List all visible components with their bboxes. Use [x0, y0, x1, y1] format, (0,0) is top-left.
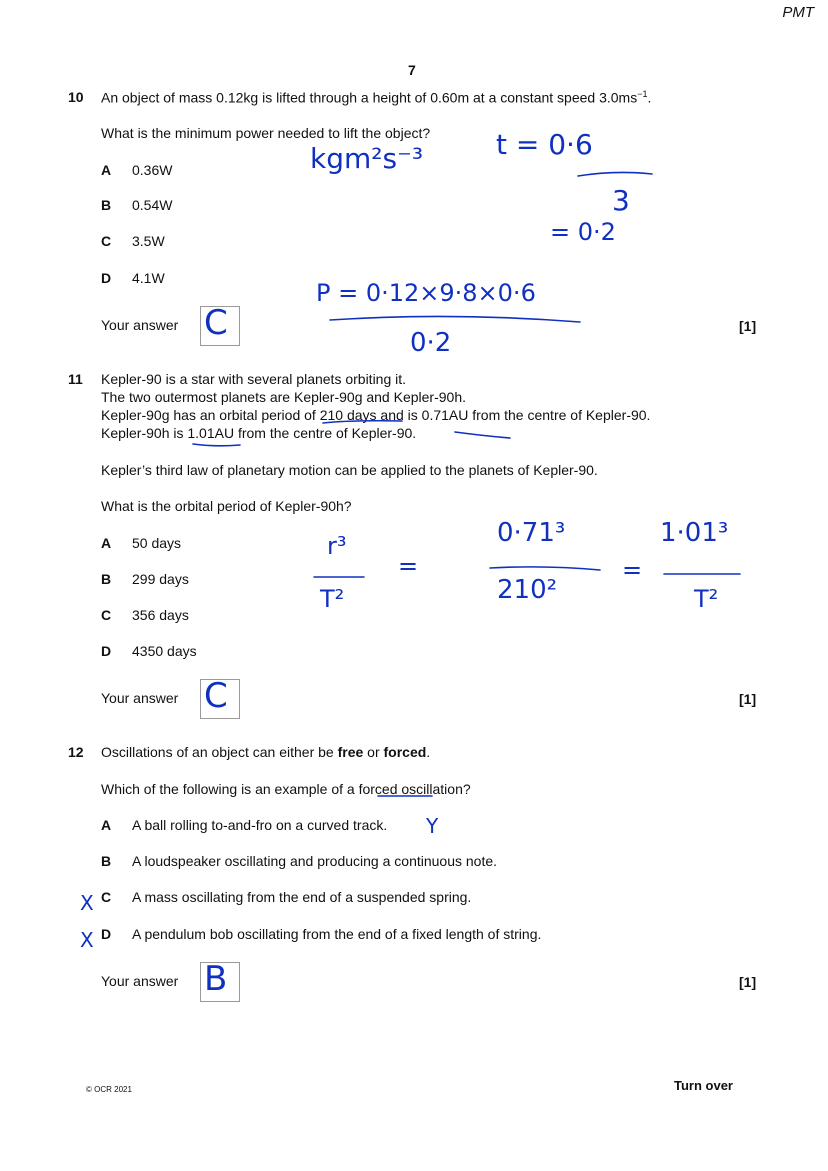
q11-answer-box[interactable]: [200, 676, 240, 719]
footer-turn-over: Turn over: [674, 1078, 733, 1093]
page-number: 7: [408, 62, 416, 78]
q11-option-d-text: 4350 days: [132, 643, 197, 659]
q10-option-a-letter: A: [101, 162, 112, 178]
q12-option-b-letter: B: [101, 853, 112, 869]
q12-stem-end: .: [426, 744, 431, 760]
q10-answer-box[interactable]: [200, 303, 240, 346]
q12-option-d-text: A pendulum bob oscillating from the end of a fixed length of string.: [132, 926, 542, 942]
q12-marks: [1]: [739, 974, 757, 990]
q12-option-c-text: A mass oscillating from the end of a suspended spring.: [132, 889, 472, 905]
q12-stem-free: free: [337, 744, 364, 760]
underline-1-01au: [193, 444, 240, 446]
handwritten-units: kgm²s⁻³: [310, 142, 424, 175]
q11-option-c-letter: C: [101, 607, 112, 623]
handwritten-kepler-rhs-num: 1·01³: [660, 518, 729, 548]
q10-option-c-text: 3.5W: [132, 233, 165, 249]
handwritten-power-numerator: P = 0·12×9·8×0·6: [316, 279, 536, 307]
q11-line-3: Kepler-90g has an orbital period of 210 days and is 0.71AU from the centre of Kepler-90.: [101, 407, 651, 423]
handwritten-t-denominator: 3: [612, 184, 630, 217]
q11-option-c-text: 356 days: [132, 607, 189, 623]
q11-line-1: Kepler-90 is a star with several planets orbiting it.: [101, 371, 407, 387]
q10-question: What is the minimum power needed to lift the object?: [101, 125, 431, 141]
q11-answer-value: C: [204, 676, 228, 716]
handwritten-kepler-mid-num: 0·71³: [497, 518, 566, 548]
q12-option-d-letter: D: [101, 926, 112, 942]
q10-option-a-text: 0.36W: [132, 162, 173, 178]
q12-number: 12: [68, 744, 84, 760]
q10-stem-text: An object of mass 0.12kg is lifted through a height of 0.60m at a constant speed 3.0ms: [101, 89, 638, 106]
q10-option-d-text: 4.1W: [132, 270, 165, 286]
kepler-mid-bar: [490, 567, 600, 570]
q10-answer-value: C: [204, 303, 228, 343]
q12-stem-forced: forced: [383, 744, 427, 760]
handwritten-cross-c: X: [80, 891, 94, 915]
q10-option-b-text: 0.54W: [132, 197, 173, 213]
q10-number: 10: [68, 89, 84, 105]
handwritten-kepler-lhs-num: r³: [327, 532, 347, 560]
q11-option-b-letter: B: [101, 571, 112, 587]
q12-your-answer-label: Your answer: [101, 973, 179, 989]
q10-option-b-letter: B: [101, 197, 112, 213]
t-fraction-bar: [578, 172, 652, 176]
q12-question: Which of the following is an example of a forced oscillation?: [101, 781, 471, 797]
handwritten-kepler-rhs-den: T²: [694, 585, 719, 613]
q11-law: Kepler’s third law of planetary motion can be applied to the planets of Kepler-90.: [101, 462, 598, 478]
handwritten-tick-a: Y: [426, 814, 439, 838]
underline-0-71au: [455, 432, 510, 438]
q12-option-a-text: A ball rolling to-and-fro on a curved track.: [132, 817, 388, 833]
handwritten-kepler-mid-den: 210²: [497, 575, 558, 605]
handwritten-eq-sign-2: =: [622, 556, 643, 584]
q12-option-a-letter: A: [101, 817, 112, 833]
handwritten-t-result: = 0·2: [550, 218, 616, 246]
q12-answer-box[interactable]: [200, 959, 240, 1002]
q12-stem-pre: Oscillations of an object can either be: [101, 744, 338, 760]
q11-line-2: The two outermost planets are Kepler-90g and Kepler-90h.: [101, 389, 466, 405]
q12-answer-value: B: [204, 959, 228, 999]
power-fraction-bar: [330, 316, 580, 322]
q12-stem-or: or: [363, 744, 384, 760]
q11-option-a-text: 50 days: [132, 535, 182, 551]
q11-line-4: Kepler-90h is 1.01AU from the centre of Kepler-90.: [101, 425, 417, 441]
q11-option-b-text: 299 days: [132, 571, 189, 587]
q12-option-b-text: A loudspeaker oscillating and producing a continuous note.: [132, 853, 498, 869]
q10-your-answer-label: Your answer: [101, 317, 179, 333]
q10-option-c-letter: C: [101, 233, 112, 249]
q12-option-c-letter: C: [101, 889, 112, 905]
q10-stem-end: .: [647, 89, 652, 106]
handwritten-kepler-lhs-den: T²: [320, 585, 345, 613]
q11-option-a-letter: A: [101, 535, 112, 551]
handwritten-power-denominator: 0·2: [410, 328, 452, 358]
handwritten-eq-sign-1: =: [398, 552, 419, 580]
handwritten-cross-d: X: [80, 928, 94, 952]
q11-option-d-letter: D: [101, 643, 112, 659]
q10-marks: [1]: [739, 318, 757, 334]
q10-option-d-letter: D: [101, 270, 112, 286]
q10-stem: [101, 89, 651, 106]
q11-question: What is the orbital period of Kepler-90h?: [101, 498, 352, 514]
q11-number: 11: [68, 371, 83, 387]
q10-stem-sup: −1: [637, 89, 648, 99]
q12-stem: [101, 744, 430, 760]
q11-your-answer-label: Your answer: [101, 690, 179, 706]
pmt-label: PMT: [782, 4, 814, 21]
handwritten-t-equation: t = 0·6: [496, 128, 593, 161]
q11-marks: [1]: [739, 691, 757, 707]
footer-copyright: © OCR 2021: [86, 1085, 132, 1094]
